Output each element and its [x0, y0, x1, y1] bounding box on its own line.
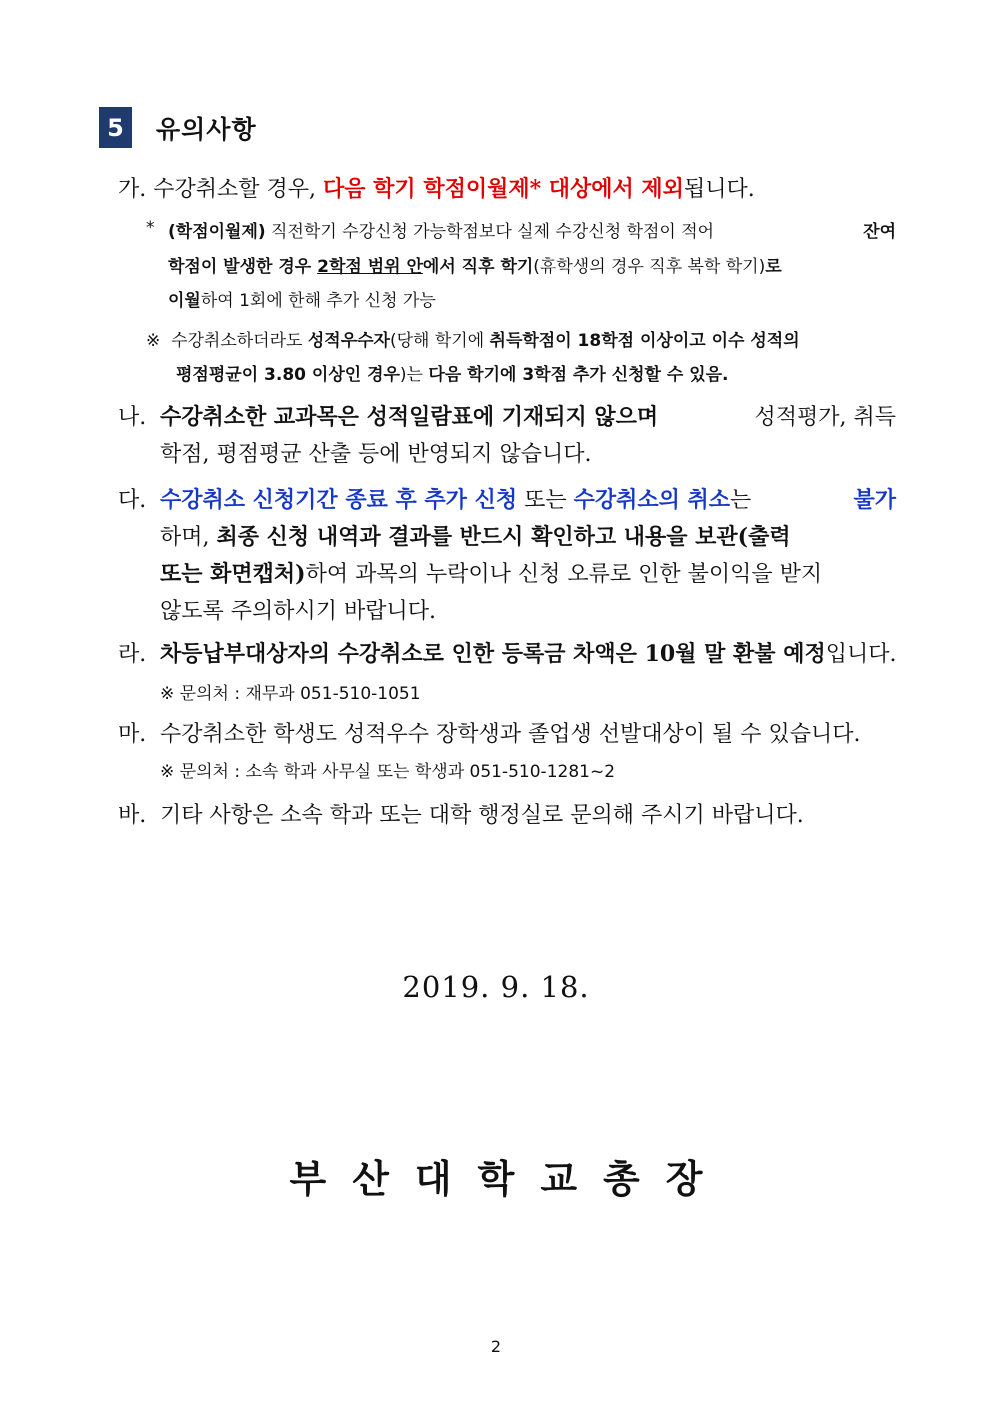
- contact-info: ※ 문의처 : 소속 학과 사무실 또는 학생과 051-510-1281~2: [160, 762, 616, 782]
- item-marker: 라.: [118, 642, 147, 667]
- item-ba: 기타 사항은 소속 학과 또는 대학 행정실로 문의해 주시기 바랍니다.: [160, 803, 804, 828]
- item-ga: [118, 172, 838, 203]
- item-marker: 마.: [118, 722, 147, 747]
- section-title: 유의사항: [156, 114, 257, 144]
- section-header: [99, 107, 257, 148]
- signature-title: 부산대학교총장: [289, 1156, 729, 1201]
- item-marker: 다.: [118, 488, 147, 513]
- item-text: 또는 화면캡처)하여 과목의 누락이나 신청 오류로 인한 불이익을 받지: [160, 561, 823, 587]
- item-text: 학점, 평점평균 산출 등에 반영되지 않습니다.: [160, 442, 592, 467]
- page-number: 2: [490, 1337, 502, 1356]
- item-ra: 차등납부대상자의 수강취소로 인한 등록금 차액은 10월 말 환불 예정입니다.: [160, 641, 897, 667]
- note-line: 평점평균이 3.80 이상인 경우)는 다음 학기에 3학점 추가 신청할 수 있음.: [176, 365, 729, 385]
- contact-info: ※ 문의처 : 재무과 051-510-1051: [160, 684, 421, 704]
- note-line: ※ 수강취소하더라도 성적우수자(당해 학기에 취득학점이 18학점 이상이고 이수 성적의: [146, 331, 800, 351]
- item-highlight: 다음 학기 학점이월제* 대상에서 제외: [323, 176, 684, 202]
- item-marker: 나.: [118, 405, 147, 430]
- document-date: 2019. 9. 18.: [402, 970, 590, 1004]
- note-line: 이월하여 1회에 한해 추가 신청 가능: [168, 291, 436, 311]
- item-text: 됩니다.: [683, 177, 755, 202]
- item-marker: 바.: [118, 803, 147, 828]
- item-ma: 수강취소한 학생도 성적우수 장학생과 졸업생 선발대상이 될 수 있습니다.: [160, 722, 861, 747]
- note-star: *: [146, 218, 155, 238]
- note-line: (학점이월제) 직전학기 수강신청 가능학점보다 실제 수강신청 학점이 적어 잔여: [168, 222, 896, 242]
- item-na: 수강취소한 교과목은 성적일람표에 기재되지 않으며 성적평가, 취득: [160, 404, 896, 430]
- item-da: 수강취소 신청기간 종료 후 추가 신청 또는 수강취소의 취소는 불가: [160, 487, 896, 513]
- note-line: 학점이 발생한 경우 2학점 범위 안에서 직후 학기(휴학생의 경우 직후 복학 학기)로: [168, 257, 782, 277]
- section-number-badge: 5: [99, 107, 132, 148]
- item-marker: 가.: [118, 177, 147, 202]
- item-text: 수강취소할 경우,: [153, 177, 323, 202]
- item-text: 않도록 주의하시기 바랍니다.: [160, 599, 437, 624]
- item-text: 하며, 최종 신청 내역과 결과를 반드시 확인하고 내용을 보관(출력: [160, 524, 791, 550]
